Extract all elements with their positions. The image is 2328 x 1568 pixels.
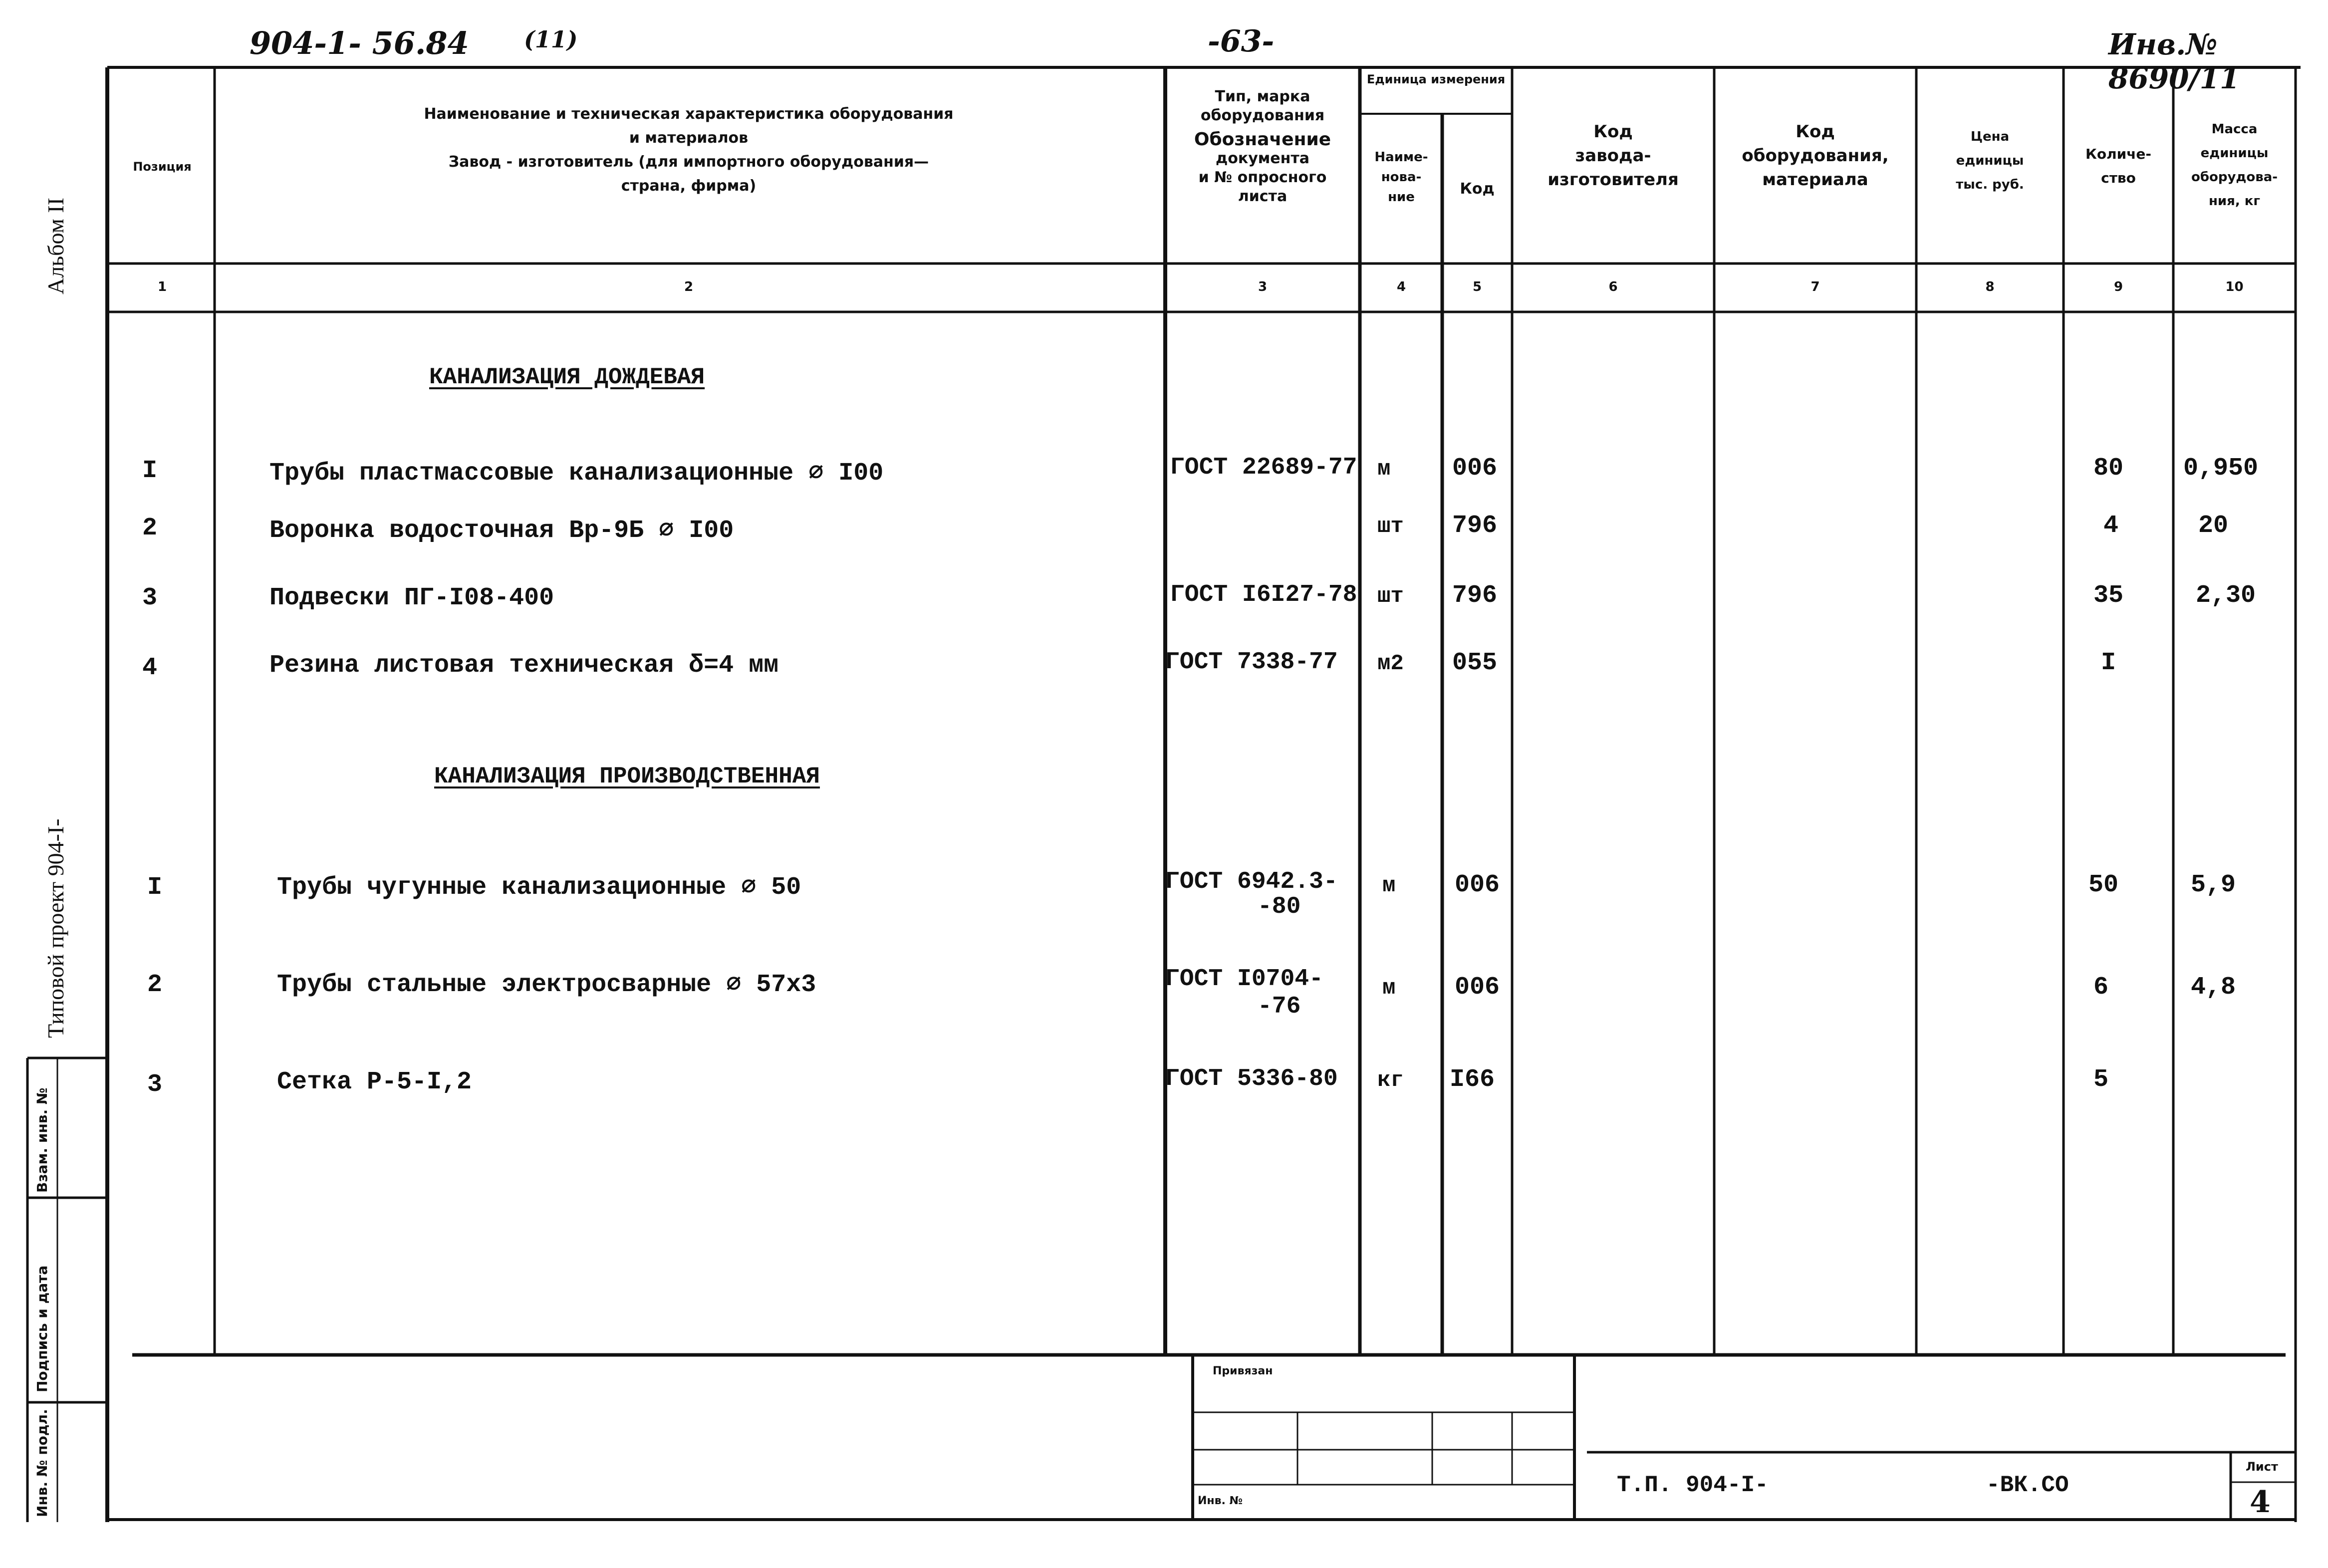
row-doc: ГОСТ 5336-80 xyxy=(1165,1065,1338,1092)
row-position: 4 xyxy=(142,654,158,682)
row-name: Воронка водосточная Вр-9Б ⌀ I00 xyxy=(269,517,734,545)
row-code: 006 xyxy=(1455,871,1500,899)
row-unit: шт xyxy=(1377,584,1404,609)
row-doc: ГОСТ 22689-77 xyxy=(1170,454,1357,481)
row-position: I xyxy=(147,873,163,902)
sheet-number: 4 xyxy=(2250,1485,2271,1520)
document-suffix: -ВК.СО xyxy=(1986,1472,2069,1498)
col-num-3: 3 xyxy=(1258,279,1268,294)
col-num-5: 5 xyxy=(1472,279,1482,294)
unit-group-header: Единица измерения xyxy=(1366,72,1506,86)
row-code: I66 xyxy=(1450,1065,1495,1094)
section-title-rain: КАНАЛИЗАЦИЯ ДОЖДЕВАЯ xyxy=(429,364,705,390)
col-header-6: Код завода- изготовителя xyxy=(1548,122,1679,190)
row-doc: ГОСТ I0704- xyxy=(1165,966,1323,993)
inventory-number: Инв.№ 8690/11 xyxy=(2108,27,2240,95)
row-unit: шт xyxy=(1377,514,1404,539)
row-qty: 5 xyxy=(2093,1065,2109,1094)
row-doc: ГОСТ 6942.3- xyxy=(1165,868,1338,895)
col-num-9: 9 xyxy=(2113,279,2123,294)
row-mass: 0,950 xyxy=(2183,454,2259,483)
attached-label: Привязан xyxy=(1213,1365,1273,1377)
row-code: 796 xyxy=(1452,512,1498,540)
col-num-1: 1 xyxy=(157,279,167,294)
col-header-1: Позиция xyxy=(133,160,192,174)
row-name: Трубы чугунные канализационные ⌀ 50 xyxy=(277,873,801,902)
col-header-5: Код xyxy=(1460,180,1495,198)
section-title-industrial: КАНАЛИЗАЦИЯ ПРОИЗВОДСТВЕННАЯ xyxy=(434,764,820,789)
row-unit: м xyxy=(1377,457,1391,482)
doc-ref-suffix: (11) xyxy=(524,26,578,53)
row-unit: м xyxy=(1382,976,1396,1001)
col-num-7: 7 xyxy=(1811,279,1820,294)
row-doc: ГОСТ I6I27-78 xyxy=(1170,581,1357,608)
col-header-10: Масса единицы оборудова- ния, кг xyxy=(2191,122,2278,209)
row-mass: 2,30 xyxy=(2196,581,2256,610)
inventory-label: Инв. № xyxy=(1198,1495,1243,1507)
row-unit: м2 xyxy=(1377,651,1404,676)
col-num-8: 8 xyxy=(1985,279,1995,294)
row-doc-continued: -80 xyxy=(1258,893,1301,920)
row-name: Трубы пластмассовые канализационные ⌀ I00 xyxy=(269,459,884,488)
stamp-cell-2: Подпись и дата xyxy=(34,1265,50,1392)
row-code: 055 xyxy=(1452,649,1498,677)
project-label: Типовой проект 904-I- xyxy=(43,818,68,1038)
row-code: 006 xyxy=(1452,454,1498,483)
row-name: Трубы стальные электросварные ⌀ 57х3 xyxy=(277,971,816,999)
row-name: Сетка Р-5-I,2 xyxy=(277,1068,472,1096)
sheet-label: Лист xyxy=(2246,1460,2278,1474)
col-header-4: Наиме- нова- ние xyxy=(1374,150,1428,205)
page-number: -63- xyxy=(1208,24,1275,59)
col-num-10: 10 xyxy=(2225,279,2244,294)
row-qty: 35 xyxy=(2093,581,2124,610)
col-header-8: Цена единицы тыс. руб. xyxy=(1956,129,2024,192)
row-code: 006 xyxy=(1455,973,1500,1002)
row-position: 2 xyxy=(142,514,158,542)
row-code: 796 xyxy=(1452,581,1498,610)
row-name: Резина листовая техническая δ=4 мм xyxy=(269,651,779,680)
col-num-2: 2 xyxy=(684,279,694,294)
col-header-2: Наименование и техническая характеристика оборудования и материалов Завод - изготовитель (для импортного оборудования— страна, фирма) xyxy=(424,105,954,195)
col-header-9: Количе- ство xyxy=(2085,146,2152,186)
doc-ref-handwritten: 904-1- 56.84 xyxy=(250,25,469,61)
col-header-7: Код оборудования, материала xyxy=(1742,122,1889,190)
album-label: Альбом II xyxy=(43,198,68,294)
row-qty: I xyxy=(2101,649,2116,677)
row-position: 3 xyxy=(147,1070,163,1099)
stamp-cell-1: Взам. инв. № xyxy=(34,1087,50,1193)
row-qty: 50 xyxy=(2088,871,2119,899)
col-header-3: Тип, марка оборудования Обозначение документа и № опросного листа xyxy=(1194,88,1331,205)
row-unit: кг xyxy=(1377,1068,1404,1093)
row-unit: м xyxy=(1382,873,1396,898)
row-mass: 4,8 xyxy=(2191,973,2236,1002)
row-qty: 4 xyxy=(2103,512,2119,540)
stamp-cell-3: Инв. № подл. xyxy=(34,1409,50,1517)
col-num-4: 4 xyxy=(1396,279,1406,294)
row-mass: 5,9 xyxy=(2191,871,2236,899)
row-position: 3 xyxy=(142,584,158,612)
row-doc: ГОСТ 7338-77 xyxy=(1165,649,1338,676)
document-code: Т.П. 904-I- xyxy=(1617,1472,1769,1498)
row-mass: 20 xyxy=(2198,512,2229,540)
col-num-6: 6 xyxy=(1608,279,1618,294)
row-doc-continued: -76 xyxy=(1258,993,1301,1020)
row-position: I xyxy=(142,457,158,485)
row-position: 2 xyxy=(147,971,163,999)
row-qty: 80 xyxy=(2093,454,2124,483)
row-name: Подвески ПГ-I08-400 xyxy=(269,584,554,612)
row-qty: 6 xyxy=(2093,973,2109,1002)
